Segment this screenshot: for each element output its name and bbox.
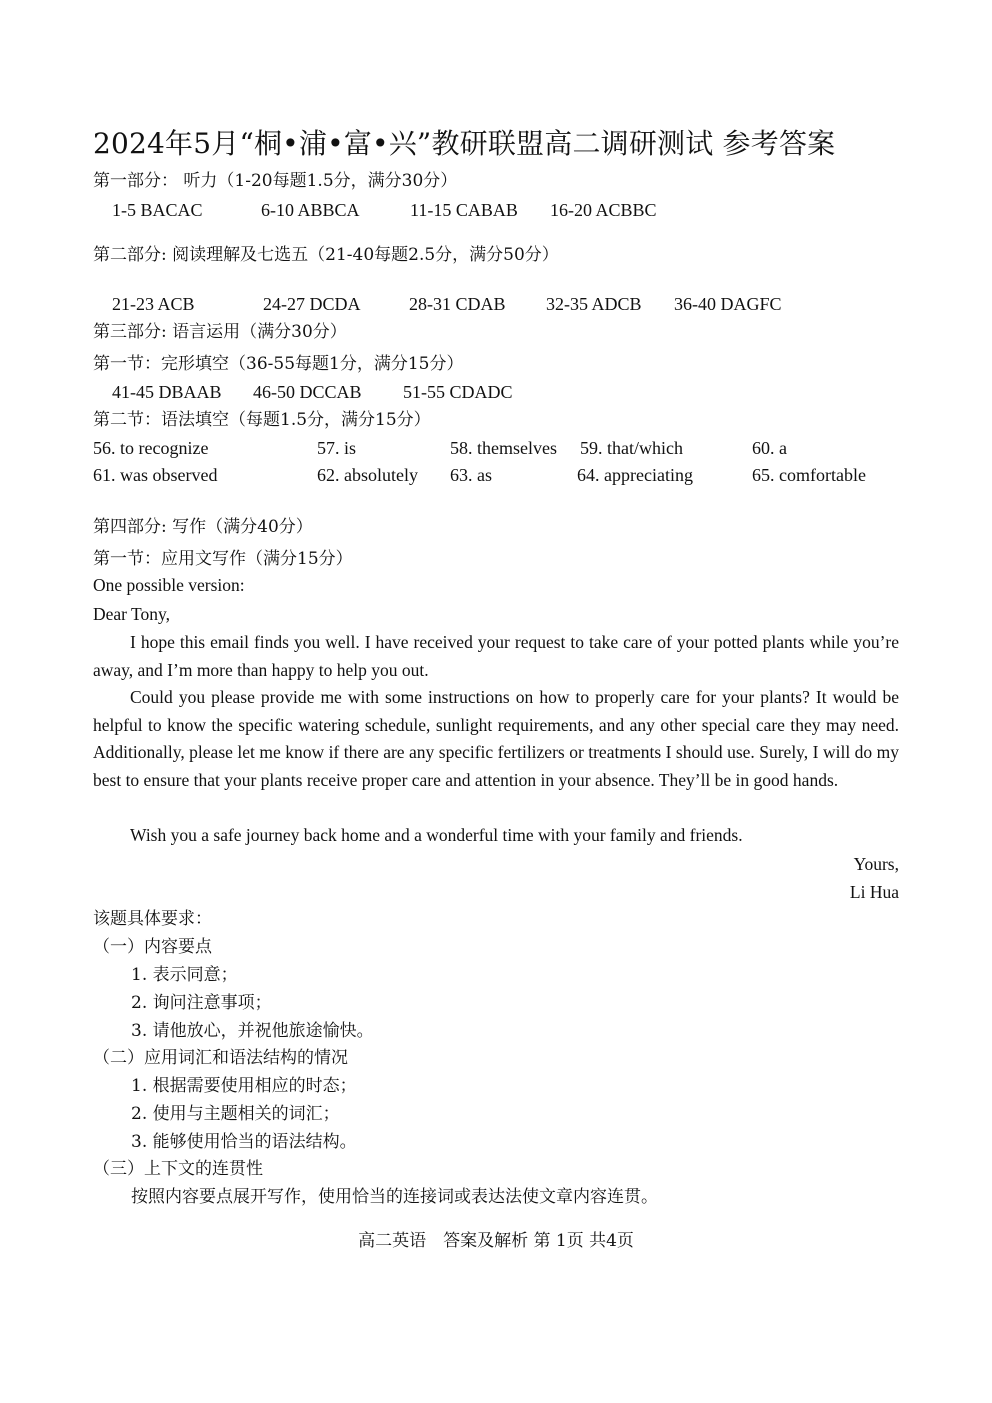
letter-greeting: Dear Tony, (93, 604, 171, 624)
requirement-c1-heading: （一）内容要点 (93, 937, 212, 957)
grammar-answer-63: 63. as (450, 465, 492, 485)
letter-paragraph-1: I hope this email finds you well. I have received your request to take care of your potted plants while you’re away, and I’m more than happy to help you out. (93, 632, 899, 680)
part4-section1-heading: 第一节：应用文写作（满分15分） (93, 549, 353, 569)
requirement-c1-item: 1. 表示同意； (131, 965, 238, 985)
letter-paragraph-3: Wish you a safe journey back home and a wonderful time with your family and friends. (130, 825, 743, 845)
grammar-answer-57: 57. is (317, 438, 357, 458)
grammar-answer-62: 62. absolutely (317, 465, 418, 485)
page-footer: 高二英语 答案及解析 第 1页 共4页 (358, 1231, 634, 1251)
part2-answer-3: 28-31 CDAB (409, 294, 506, 314)
requirement-c3-heading: （三）上下文的连贯性 (93, 1159, 263, 1179)
requirement-c3-text: 按照内容要点展开写作，使用恰当的连接词或表达法使文章内容连贯。 (131, 1187, 658, 1207)
part2-answer-4: 32-35 ADCB (546, 294, 642, 314)
grammar-answer-56: 56. to recognize (93, 438, 209, 458)
part3-section1-heading: 第一节：完形填空（36-55每题1分，满分15分） (93, 354, 464, 374)
part3-section2-heading: 第二节：语法填空（每题1.5分，满分15分） (93, 410, 431, 430)
part1-heading: 第一部分： 听力（1-20每题1.5分，满分30分） (93, 171, 458, 191)
version-label: One possible version: (93, 575, 245, 595)
letter-signature: Li Hua (849, 882, 899, 902)
requirements-heading: 该题具体要求： (93, 909, 212, 929)
requirement-c2-item: 3. 能够使用恰当的语法结构。 (131, 1132, 357, 1152)
requirement-c1-item: 2. 询问注意事项； (131, 993, 272, 1013)
cloze-answer-2: 46-50 DCCAB (253, 382, 362, 402)
part2-answer-5: 36-40 DAGFC (674, 294, 782, 314)
requirement-c1-item: 3. 请他放心，并祝他旅途愉快。 (131, 1021, 374, 1041)
grammar-answer-58: 58. themselves (450, 438, 557, 458)
part2-heading: 第二部分: 阅读理解及七选五（21-40每题2.5分，满分50分） (93, 245, 559, 265)
grammar-answer-59: 59. that/which (580, 438, 683, 458)
requirement-c2-heading: （二）应用词汇和语法结构的情况 (93, 1048, 348, 1068)
part3-heading: 第三部分: 语言运用（满分30分） (93, 322, 347, 342)
part1-answer-2: 6-10 ABBCA (261, 200, 360, 220)
part4-heading: 第四部分: 写作（满分40分） (93, 517, 313, 537)
part2-answer-1: 21-23 ACB (112, 294, 195, 314)
requirement-c2-item: 1. 根据需要使用相应的时态； (131, 1076, 357, 1096)
grammar-answer-61: 61. was observed (93, 465, 218, 485)
grammar-answer-64: 64. appreciating (577, 465, 693, 485)
cloze-answer-3: 51-55 CDADC (403, 382, 513, 402)
grammar-answer-65: 65. comfortable (752, 465, 866, 485)
page-title: 2024年5月“桐•浦•富•兴”教研联盟高二调研测试 参考答案 (93, 127, 836, 160)
part1-answer-1: 1-5 BACAC (112, 200, 203, 220)
letter-paragraph-2: Could you please provide me with some instructions on how to properly care for your plants? It would be helpful to know the specific watering schedule, sunlight requirements, and any other special care they may need. Additionally, please let me know if there are any specific fertilizers or treatments I should use. Surely, I will do my best to ensure that your plants receive proper care and attention in your absence. They’ll be in good hands. (93, 687, 899, 790)
cloze-answer-1: 41-45 DBAAB (112, 382, 222, 402)
requirement-c2-item: 2. 使用与主题相关的词汇； (131, 1104, 340, 1124)
letter-closing: Yours, (853, 854, 899, 874)
part2-answer-2: 24-27 DCDA (263, 294, 361, 314)
part1-answer-4: 16-20 ACBBC (550, 200, 657, 220)
part1-answer-3: 11-15 CABAB (410, 200, 518, 220)
grammar-answer-60: 60. a (752, 438, 787, 458)
